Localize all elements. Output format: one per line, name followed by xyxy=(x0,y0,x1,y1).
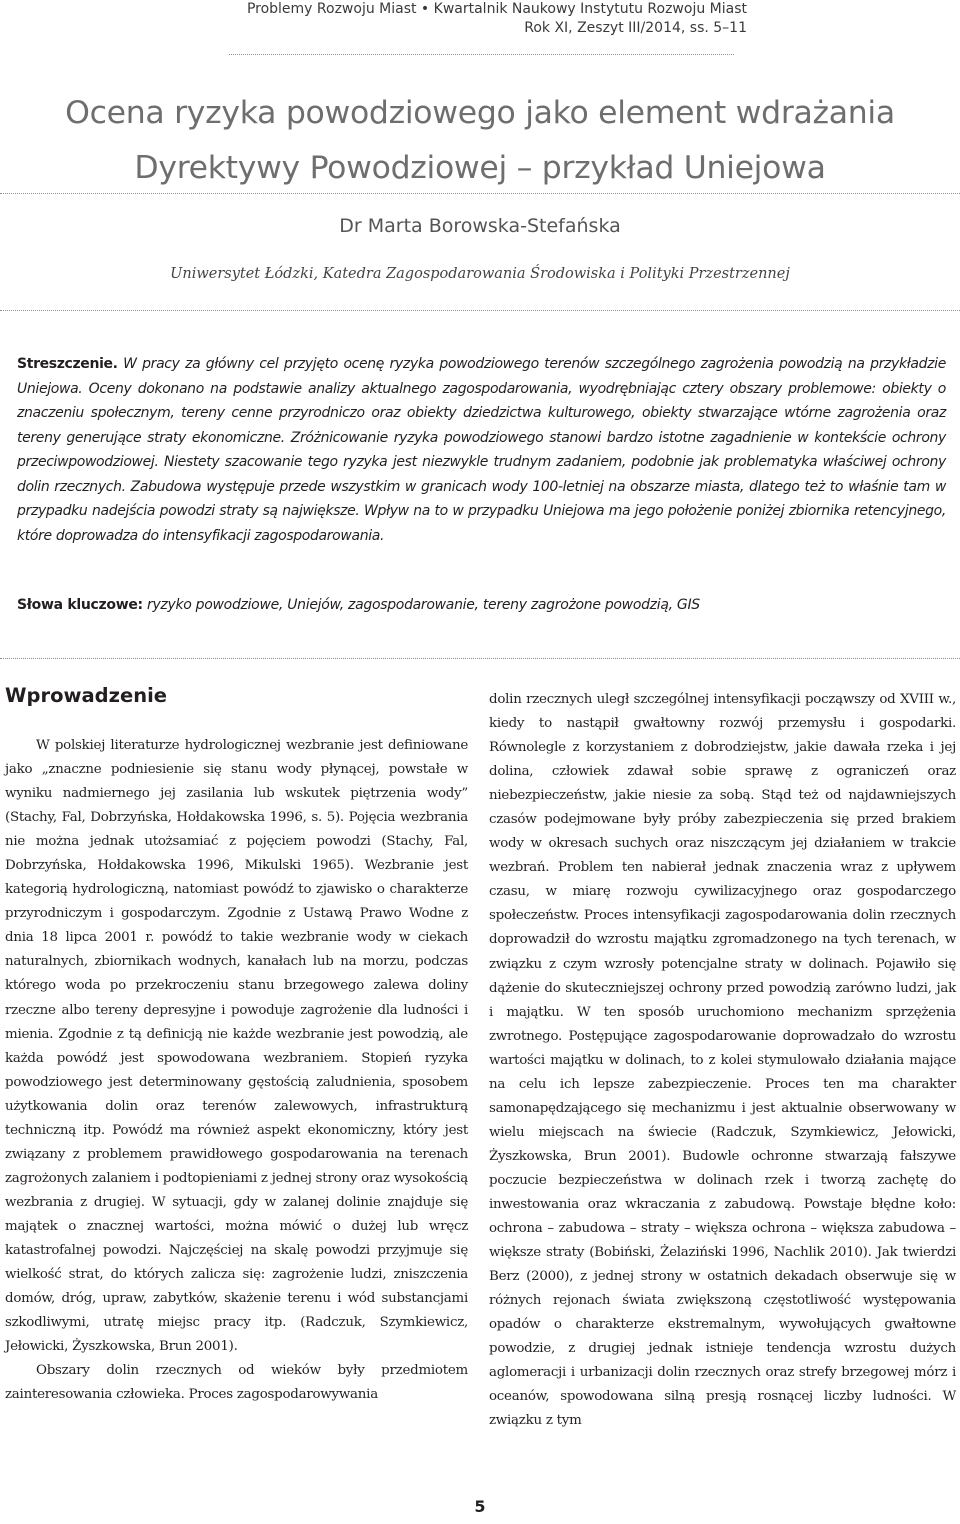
body-paragraph: dolin rzecznych uległ szczególnej intensyfikacji począwszy od XVIII w., kiedy to nastąpił gwałtowny rozwój przemysłu i gospodarki. Równolegle z korzystaniem z dobrodziejstw, jakie dawała rzeka i jej dolina, człowiek zdawał sobie sprawę z ograniczeń oraz niebezpieczeństw, jakie niesie za sobą. Stąd też od najdawniejszych czasów podejmowane były próby zabezpieczenia się przed brakiem wody w okresach suchych oraz niszczącym jej działaniem w trakcie wezbrań. Problem ten nabierał jednak znaczenia wraz z upływem czasu, w miarę rozwoju cywilizacyjnego oraz gospodarczego społeczeństw. Proces intensyfikacji zagospodarowania dolin rzecznych doprowadził do wzrostu majątku zgromadzonego na tych terenach, w związku z czym wzrosły potencjalne straty w dolinach. Pojawiło się dążenie do skuteczniejszej ochrony przed powodzią zarówno ludzi, jak i majątku. W ten sposób uruchomiono mechanizm sprzężenia zwrotnego. Postępujące zagospodarowanie doprowadzało do wzrostu wartości majątku w dolinach, to z kolei stymulowało działania mające na celu ich lepsze zabezpieczenie. Proces ten ma charakter samonapędzającego się mechanizmu i jest aktualnie obserwowany w wielu miejscach na świecie (Radczuk, Szymkiewicz, Jełowicki, Żyszkowska, Brun 2001). Budowle ochronne stwarzają fałszywe poczucie bezpieczeństwa w dolinach rzek i tworzą zachętę do inwestowania oraz wkraczania z zabudową. Powstaje błędne koło: ochrona – zabudowa – straty – większa ochrona – większa zabudowa – większe straty (Bobiński, Żelaziński 1996, Nachlik 2010). Jak twierdzi Berz (2000), z jednej strony w ostatnich dekadach obserwuje się w różnych rejonach świata zwiększoną częstotliwość występowania opadów o charakterze ekstremalnym, wywołujących gwałtowne powodzie, z drugiej jednak istnieje tendencja wzrostu dużych aglomeracji i urbanizacji dolin rzecznych oraz strefy brzegowej mórz i oceanów, spowodowana silną presją rosnącej liczby ludności. W związku z tym xyxy=(489,692,956,1429)
author-affiliation: Uniwersytet Łódzki, Katedra Zagospodarowania Środowiska i Polityki Przestrzennej xyxy=(170,266,790,282)
journal-name: Problemy Rozwoju Miast • Kwartalnik Naukowy Instytutu Rozwoju Miast xyxy=(246,1,747,17)
affiliation-divider xyxy=(0,310,960,311)
header-divider xyxy=(229,54,734,55)
author-name: Dr Marta Borowska-Stefańska xyxy=(339,215,621,237)
keywords-text: ryzyko powodziowe, Uniejów, zagospodarowanie, tereny zagrożone powodzią, GIS xyxy=(146,597,700,613)
keywords xyxy=(17,593,946,617)
abstract-label: Streszczenie. xyxy=(17,356,118,372)
page-number: 5 xyxy=(474,1497,486,1516)
right-column xyxy=(489,688,956,1433)
body-paragraph: W polskiej literaturze hydrologicznej wezbranie jest definiowane jako „znaczne podniesienie się stanu wody płynącej, powstałe w wyniku nadmiernego jej zasilania lub wskutek piętrzenia wody” (Stachy, Fal, Dobrzyńska, Hołdakowska 1996, s. 5). Pojęcia wezbrania nie można jednak utożsamiać z pojęciem powodzi (Stachy, Fal, Dobrzyńska, Hołdakowska 1996, Mikulski 1965). Wezbranie jest kategorią hydrologiczną, natomiast powódź to zjawisko o charakterze przyrodniczym i gospodarczym. Zgodnie z Ustawą Prawo Wodne z dnia 18 lipca 2001 r. powódź to takie wezbranie wody w ciekach naturalnych, zbiornikach wodnych, kanałach lub na morzu, podczas którego woda po przekroczeniu stanu brzegowego zalewa doliny rzeczne albo tereny depresyjne i powoduje zagrożenie dla ludności i mienia. Zgodnie z tą definicją nie każde wezbranie jest powodzią, ale każda powódź jest spowodowana wezbraniem. Stopień ryzyka powodziowego jest determinowany gęstością zaludnienia, sposobem użytkowania dolin oraz terenów zalewowych, infrastrukturą techniczną itp. Powódź ma również aspekt ekonomiczny, który jest związany z problemem prawidłowego gospodarowania na terenach zagrożonych zalaniem i podtopieniami z jednej strony oraz wysokością wezbrania z drugiej. W sytuacji, gdy w zalanej dolinie znajduje się majątek o znacznej wartości, można mówić o dużej lub wręcz katastrofalnej powodzi. Najczęściej na skalę powodzi przyjmuje się wielkość strat, do których zalicza się: zagrożenie ludzi, zniszczenia domów, dróg, upraw, zabytków, skażenie terenu i wód substancjami szkodliwymi, utratę miejsc pracy itp. (Radczuk, Szymkiewicz, Jełowicki, Żyszkowska, Brun 2001). xyxy=(5,738,468,1355)
body-paragraph: Obszary dolin rzecznych od wieków były przedmiotem zainteresowania człowieka. Proces zagospodarowywania xyxy=(5,1363,468,1403)
abstract xyxy=(17,352,946,548)
left-column xyxy=(5,734,468,1407)
abstract-divider xyxy=(0,658,960,659)
title-line-1: Ocena ryzyka powodziowego jako element wdrażania xyxy=(65,95,895,131)
issue-info: Rok XI, Zeszyt III/2014, ss. 5–11 xyxy=(524,20,747,36)
journal-header xyxy=(247,0,747,38)
keywords-label: Słowa kluczowe: xyxy=(17,597,143,613)
title-line-2: Dyrektywy Powodziowej – przykład Uniejowa xyxy=(134,150,826,186)
article-title xyxy=(0,86,960,196)
abstract-text: W pracy za główny cel przyjęto ocenę ryzyka powodziowego terenów szczególnego zagrożenia powodzią na przykładzie Uniejowa. Oceny dokonano na podstawie analizy aktualnego zagospodarowania, wyodrębniając cztery obszary problemowe: obiekty o znaczeniu społecznym, tereny cenne przyrodniczo oraz obiekty dziedzictwa kulturowego, obiekty stwarzające wtórne zagrożenia oraz tereny generujące straty ekonomiczne. Zróżnicowanie ryzyka powodziowego stanowi bardzo istotne zagadnienie w kontekście ochrony przeciwpowodziowej. Niestety szacowanie tego ryzyka jest niezwykle trudnym zadaniem, podobnie jak problematyka właściwej ochrony dolin rzecznych. Zabudowa występuje przede wszystkim w granicach wody 100-letniej na obszarze miasta, dlatego też to właśnie tam w przypadku nadejścia powodzi straty są największe. Wpływ na to w przypadku Uniejowa ma jego położenie poniżej zbiornika retencyjnego, które doprowadza do intensyfikacji zagospodarowania. xyxy=(17,356,946,544)
title-divider xyxy=(0,193,960,194)
section-heading: Wprowadzenie xyxy=(5,684,167,707)
